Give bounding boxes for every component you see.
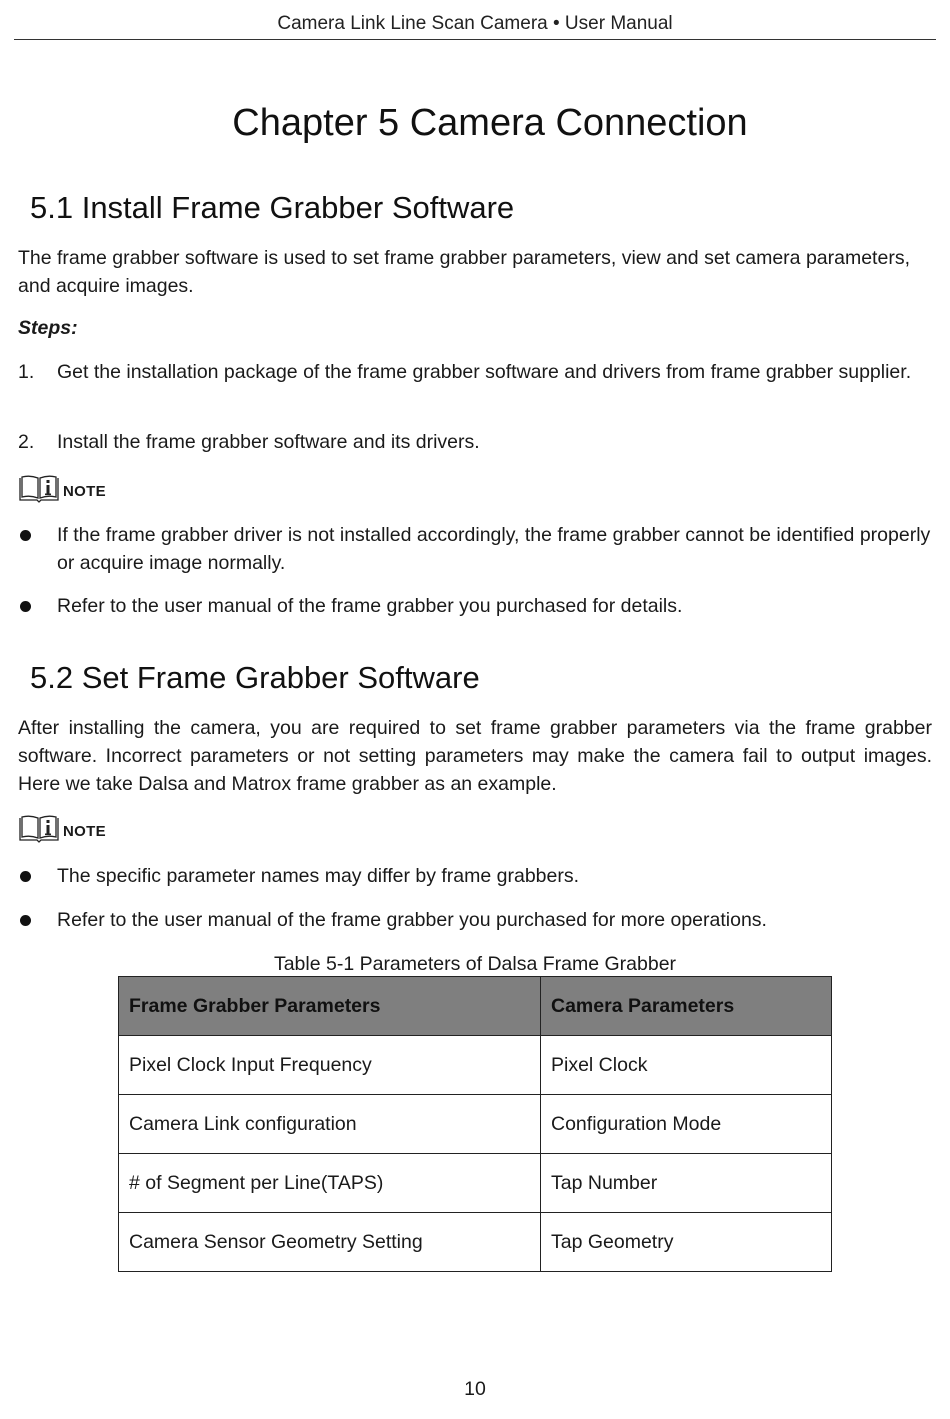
bullet-dot-icon	[20, 915, 31, 926]
note-item	[18, 906, 932, 934]
note-item-text: If the frame grabber driver is not installed accordingly, the frame grabber cannot be identified properly or acquire image normally.	[57, 524, 931, 574]
note-label: NOTE	[63, 483, 106, 500]
table-cell: Camera Sensor Geometry Setting	[119, 1213, 541, 1272]
table-row	[119, 1154, 832, 1213]
parameters-table	[118, 976, 832, 1272]
note-item	[18, 521, 932, 577]
steps-label: Steps:	[18, 317, 78, 339]
table-header-cell: Frame Grabber Parameters	[119, 977, 541, 1036]
section-heading-5-2: 5.2 Set Frame Grabber Software	[30, 660, 480, 695]
header-title: Camera Link Line Scan Camera • User Manual	[277, 13, 673, 34]
note-item	[18, 862, 932, 890]
bullet-dot-icon	[20, 601, 31, 612]
section-heading-5-1: 5.1 Install Frame Grabber Software	[30, 190, 515, 225]
table-cell: # of Segment per Line(TAPS)	[119, 1154, 541, 1213]
table-caption: Table 5-1 Parameters of Dalsa Frame Grabber	[273, 953, 677, 975]
section-5-1-intro: The frame grabber software is used to set frame grabber parameters, view and set camera parameters, and acquire images.	[18, 247, 910, 297]
table-row	[119, 1095, 832, 1154]
note-item	[18, 592, 932, 620]
table-row	[119, 1036, 832, 1095]
step-number: 1.	[18, 361, 35, 383]
note-book-info-icon	[18, 474, 60, 504]
table-header-cell: Camera Parameters	[541, 977, 832, 1036]
page-number: 10	[464, 1378, 486, 1400]
step-number: 2.	[18, 431, 35, 453]
note-item-text: The specific parameter names may differ by frame grabbers.	[57, 865, 580, 887]
note-label: NOTE	[63, 823, 106, 840]
chapter-title: Chapter 5 Camera Connection	[232, 102, 748, 144]
table-cell: Tap Number	[541, 1154, 832, 1213]
table-row	[119, 1213, 832, 1272]
step-text: Install the frame grabber software and its drivers.	[57, 431, 480, 453]
note-item-text: Refer to the user manual of the frame grabber you purchased for details.	[57, 595, 683, 617]
step-text: Get the installation package of the frame grabber software and drivers from frame grabber supplier.	[57, 361, 912, 383]
table-cell: Pixel Clock Input Frequency	[119, 1036, 541, 1095]
note-book-info-icon	[18, 814, 60, 844]
note-item-text: Refer to the user manual of the frame grabber you purchased for more operations.	[57, 909, 767, 931]
bullet-dot-icon	[20, 871, 31, 882]
page-header	[14, 8, 936, 40]
table-header-row	[119, 977, 832, 1036]
table-cell: Tap Geometry	[541, 1213, 832, 1272]
bullet-dot-icon	[20, 530, 31, 541]
table-cell: Pixel Clock	[541, 1036, 832, 1095]
step-item	[18, 428, 932, 456]
table-cell: Configuration Mode	[541, 1095, 832, 1154]
section-5-2-intro: After installing the camera, you are required to set frame grabber parameters via the frame grabber software. Incorrect parameters or not setting parameters may make the camera fail to output images. Here we take Dalsa and Matrox frame grabber as an example.	[18, 717, 932, 795]
step-item	[18, 358, 932, 386]
table-cell: Camera Link configuration	[119, 1095, 541, 1154]
